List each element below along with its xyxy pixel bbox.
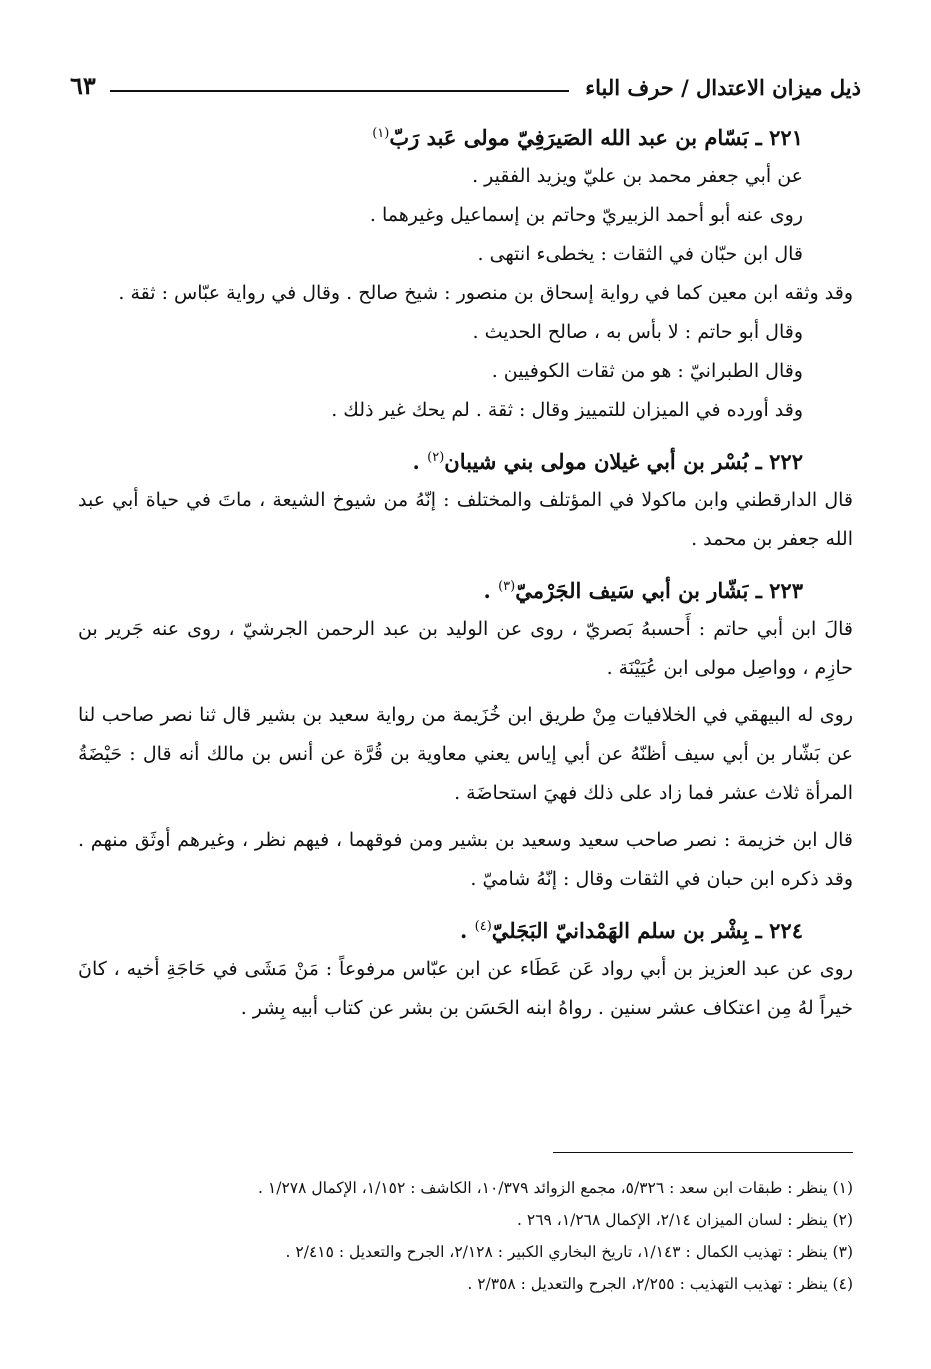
- footnotes: [78, 1172, 853, 1300]
- entry-title-trail: .: [483, 578, 499, 603]
- entry-title: [78, 438, 853, 481]
- entry-title: [78, 114, 853, 157]
- paragraph: روى له البيهقي في الخلافيات مِنْ طريق ابن خُزَيمة من رواية سعيد بن بشير قال ثنا نصر صاحب لنا عن بَشّار بن أبي سيف أظنّهُ عن أبي إياس يعني معاوية بن قُرَّة عن أنس بن مالك أنه قال : حَيْضَةُ المرأة ثلاث عشر فما زاد على ذلك فهيَ استحاضَة .: [78, 704, 853, 804]
- entry-title-text: ٢٢٢ ـ بُسْر بن أبي غيلان مولى بني شيبان: [444, 449, 803, 474]
- paragraph: قال ابن خزيمة : نصر صاحب سعيد وسعيد بن بشير ومن فوقهما ، فيهم نظر ، وغيرهم أوثَق منهم . وقد ذكره ابن حبان في الثقات وقال : إنّهُ شاميّ .: [78, 829, 853, 890]
- text-line: وقد أورده في الميزان للتمييز وقال : ثقة . لم يحك غير ذلك .: [331, 399, 803, 421]
- footnote-ref: (٣): [498, 579, 516, 594]
- footnote: (٤) ينظر : تهذيب التهذيب : ٢/٢٥٥، الجرح والتعديل : ٢/٣٥٨ .: [467, 1275, 853, 1293]
- entry-title-text: ٢٢٤ ـ بِشْر بن سلم الهَمْدانيّ البَجَليّ: [491, 918, 803, 943]
- paragraph: قالَ ابن أبي حاتم : أَحسبهُ بَصريّ ، روى عن الوليد بن عبد الرحمن الجرشيّ ، روى عنه جَرير بن حازِم ، وواصِل مولى ابن عُيَيْنَة .: [78, 618, 853, 679]
- entry-title: [78, 567, 853, 610]
- entry-title: [78, 907, 853, 950]
- footnote-rule: [553, 1152, 853, 1153]
- entry-title-text: ٢٢٣ ـ بَشّار بن أبي سَيف الجَرْميّ: [515, 578, 803, 603]
- footnote-ref: (١): [372, 126, 390, 141]
- footnote-ref: (٢): [427, 450, 445, 465]
- text-line: قال ابن حبّان في الثقات : يخطىء انتهى .: [477, 243, 803, 265]
- body-text: [78, 112, 853, 1028]
- entry-title-text: ٢٢١ ـ بَسّام بن عبد الله الصَيرَفِيّ مولى عَبد رَبّ: [389, 125, 803, 150]
- footnote: (١) ينظر : طبقات ابن سعد : ٥/٣٢٦، مجمع الزوائد ١٠/٣٧٩، الكاشف : ١/١٥٢، الإكمال ١/٢٧٨ .: [258, 1179, 853, 1197]
- text-line: روى عنه أبو أحمد الزبيريّ وحاتم بن إسماعيل وغيرهما .: [369, 204, 803, 226]
- entry-title-trail: .: [460, 918, 475, 943]
- text-line: عن أبي جعفر محمد بن عليّ ويزيد الفقير .: [472, 165, 803, 187]
- footnote: (٣) ينظر : تهذيب الكمال : ١/١٤٣، تاريخ البخاري الكبير : ٢/١٢٨، الجرح والتعديل : ٢/٤١٥ .: [285, 1243, 853, 1261]
- text-line: وقال أبو حاتم : لا بأس به ، صالح الحديث .: [472, 321, 803, 343]
- footnote: (٢) ينظر : لسان الميزان ٢/١٤، الإكمال ١/٢٦٨، ٢٦٩ .: [517, 1211, 853, 1229]
- paragraph: قال الدارقطني وابن ماكولا في المؤتلف والمختلف : إنّهُ من شيوخ الشيعة ، ماتَ في حياة أبي عبد الله جعفر بن محمد .: [78, 489, 853, 550]
- text-line: وقال الطبرانيّ : هو من ثقات الكوفيين .: [491, 360, 803, 382]
- footnote-ref: (٤): [474, 919, 492, 934]
- running-title: ذيل ميزان الاعتدال / حرف الباء: [585, 75, 861, 100]
- page-number: ٦٣: [70, 71, 96, 100]
- header-rule: [110, 90, 569, 92]
- running-header: [70, 60, 861, 100]
- paragraph: وقد وثقه ابن معين كما في رواية إسحاق بن منصور : شيخ صالح . وقال في رواية عبّاس : ثقة .: [118, 282, 853, 304]
- entry-title-trail: .: [412, 449, 428, 474]
- paragraph: روى عن عبد العزيز بن أبي رواد عَن عَطَاء عن ابن عبّاس مرفوعاً : مَنْ مَشَى في حَاجَةِ أخيه ، كانَ خيراً لهُ مِن اعتكاف عشر سنين . رواهُ ابنه الحَسَن بن بشر عن كتاب أبيه بِشر .: [78, 958, 853, 1019]
